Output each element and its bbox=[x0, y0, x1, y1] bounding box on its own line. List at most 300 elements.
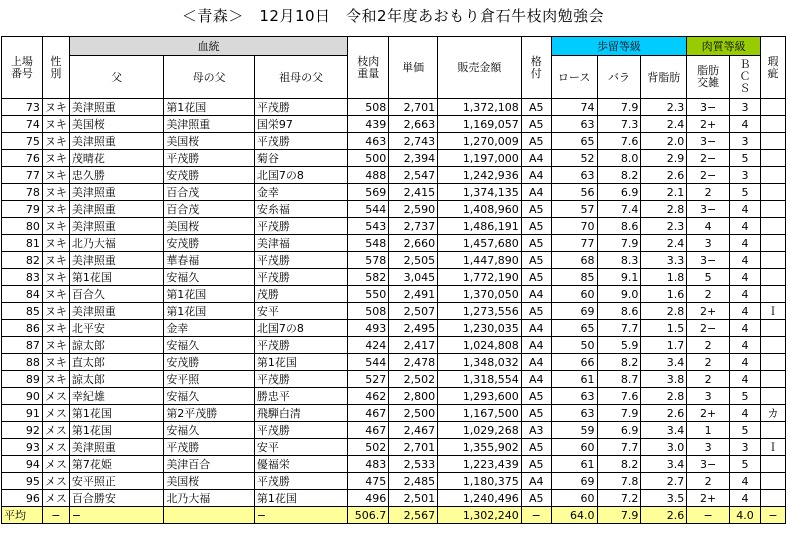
cell-back-fat: 3.8 bbox=[641, 371, 687, 388]
cell-defect bbox=[760, 490, 785, 507]
cell-sales-amount: 1,408,960 bbox=[438, 201, 522, 218]
cell-sales-amount: 1,348,032 bbox=[438, 354, 522, 371]
cell-lot-no: 90 bbox=[2, 388, 43, 405]
cell-mat-grandfather: 華春福 bbox=[164, 252, 255, 269]
cell-back-fat: 1.5 bbox=[641, 320, 687, 337]
cell-carcass-weight: 508 bbox=[348, 303, 389, 320]
cell-rib-eye: 60 bbox=[551, 490, 597, 507]
cell-sales-amount: 1,197,000 bbox=[438, 150, 522, 167]
cell-defect bbox=[760, 456, 785, 473]
cell-bms: 3 bbox=[687, 388, 730, 405]
cell-sex: メス bbox=[42, 490, 69, 507]
cell-rib-thickness: 6.9 bbox=[597, 422, 641, 439]
cell-sex: ヌキ bbox=[42, 235, 69, 252]
cell-rib-eye: 69 bbox=[551, 303, 597, 320]
cell-unit-price: 2,737 bbox=[389, 218, 438, 235]
cell-bcs: 5 bbox=[730, 388, 761, 405]
table-row bbox=[2, 456, 786, 473]
header-defect: 瑕疵 bbox=[760, 37, 785, 99]
cell-grade: A4 bbox=[521, 354, 551, 371]
cell-rib-eye: 57 bbox=[551, 201, 597, 218]
cell-father: 美津照重 bbox=[69, 303, 163, 320]
cell-rib-eye: 66 bbox=[551, 354, 597, 371]
cell-carcass-weight: 506.7 bbox=[348, 507, 389, 524]
cell-unit-price: 2,507 bbox=[389, 303, 438, 320]
cell-father: 北乃大福 bbox=[69, 235, 163, 252]
cell-bcs: 4 bbox=[730, 252, 761, 269]
cell-carcass-weight: 578 bbox=[348, 252, 389, 269]
cell-mat-great-grandfather: 平茂勝 bbox=[254, 218, 347, 235]
cell-defect bbox=[760, 388, 785, 405]
cell-lot-no: 83 bbox=[2, 269, 43, 286]
cell-back-fat: 2.6 bbox=[641, 507, 687, 524]
carcass-results-table bbox=[1, 36, 786, 524]
cell-sales-amount: 1,374,135 bbox=[438, 184, 522, 201]
cell-bms: 3− bbox=[687, 252, 730, 269]
table-row bbox=[2, 269, 786, 286]
cell-defect bbox=[760, 371, 785, 388]
cell-grade: A5 bbox=[521, 439, 551, 456]
cell-lot-no: 75 bbox=[2, 133, 43, 150]
cell-bms: 2 bbox=[687, 337, 730, 354]
cell-bcs: 4 bbox=[730, 286, 761, 303]
cell-sex: ヌキ bbox=[42, 116, 69, 133]
cell-rib-thickness: 8.2 bbox=[597, 167, 641, 184]
cell-father: 美津照重 bbox=[69, 252, 163, 269]
cell-unit-price: 2,505 bbox=[389, 252, 438, 269]
cell-lot-no: 91 bbox=[2, 405, 43, 422]
cell-mat-grandfather: 安茂勝 bbox=[164, 354, 255, 371]
cell-father: 美津照重 bbox=[69, 99, 163, 116]
cell-bms: 3− bbox=[687, 456, 730, 473]
cell-sales-amount: 1,169,057 bbox=[438, 116, 522, 133]
cell-rib-thickness: 7.7 bbox=[597, 320, 641, 337]
table-row bbox=[2, 371, 786, 388]
header-row-group bbox=[2, 37, 786, 56]
cell-grade: A5 bbox=[521, 218, 551, 235]
cell-bcs: 4 bbox=[730, 490, 761, 507]
cell-rib-eye: 63 bbox=[551, 405, 597, 422]
cell-rib-eye: 74 bbox=[551, 99, 597, 116]
cell-defect bbox=[760, 252, 785, 269]
cell-mat-grandfather: 第1花国 bbox=[164, 303, 255, 320]
cell-sales-amount: 1,318,554 bbox=[438, 371, 522, 388]
cell-rib-eye: 70 bbox=[551, 218, 597, 235]
cell-back-fat: 2.9 bbox=[641, 150, 687, 167]
cell-sales-amount: 1,029,268 bbox=[438, 422, 522, 439]
cell-rib-eye: 61 bbox=[551, 456, 597, 473]
cell-mat-great-grandfather: 平茂勝 bbox=[254, 422, 347, 439]
cell-sex: ヌキ bbox=[42, 150, 69, 167]
cell-defect bbox=[760, 235, 785, 252]
cell-bcs: 4 bbox=[730, 201, 761, 218]
cell-defect bbox=[760, 286, 785, 303]
header-sex: 性別 bbox=[42, 37, 69, 99]
cell-mat-great-grandfather: 平茂勝 bbox=[254, 133, 347, 150]
cell-sex: ヌキ bbox=[42, 337, 69, 354]
cell-mat-great-grandfather: 金幸 bbox=[254, 184, 347, 201]
cell-lot-no: 74 bbox=[2, 116, 43, 133]
cell-grade: A3 bbox=[521, 422, 551, 439]
cell-sales-amount: 1,242,936 bbox=[438, 167, 522, 184]
cell-sales-amount: 1,355,902 bbox=[438, 439, 522, 456]
cell-mat-grandfather: 安福久 bbox=[164, 422, 255, 439]
cell-back-fat: 3.4 bbox=[641, 354, 687, 371]
cell-lot-no: 93 bbox=[2, 439, 43, 456]
cell-grade: A5 bbox=[521, 235, 551, 252]
cell-defect bbox=[760, 184, 785, 201]
cell-unit-price: 2,501 bbox=[389, 490, 438, 507]
cell-bms: 1 bbox=[687, 422, 730, 439]
cell-bcs: 4 bbox=[730, 371, 761, 388]
cell-mat-great-grandfather: 安平 bbox=[254, 303, 347, 320]
cell-defect bbox=[760, 354, 785, 371]
cell-mat-grandfather: 安茂勝 bbox=[164, 167, 255, 184]
cell-carcass-weight: 439 bbox=[348, 116, 389, 133]
cell-rib-eye: 69 bbox=[551, 473, 597, 490]
table-row bbox=[2, 133, 786, 150]
cell-unit-price: 2,660 bbox=[389, 235, 438, 252]
cell-unit-price: 2,743 bbox=[389, 133, 438, 150]
cell-bcs: 4 bbox=[730, 269, 761, 286]
cell-carcass-weight: 424 bbox=[348, 337, 389, 354]
cell-father: 美国桜 bbox=[69, 116, 163, 133]
cell-rib-thickness: 7.9 bbox=[597, 405, 641, 422]
cell-defect: Ｉ bbox=[760, 439, 785, 456]
cell-back-fat: 2.8 bbox=[641, 201, 687, 218]
cell-lot-no: 81 bbox=[2, 235, 43, 252]
cell-mat-great-grandfather: 平茂勝 bbox=[254, 269, 347, 286]
cell-mat-great-grandfather: 安糸福 bbox=[254, 201, 347, 218]
table-row bbox=[2, 116, 786, 133]
cell-rib-eye: 63 bbox=[551, 388, 597, 405]
cell-sex: メス bbox=[42, 405, 69, 422]
cell-sex: ヌキ bbox=[42, 269, 69, 286]
cell-mat-great-grandfather: 平茂勝 bbox=[254, 337, 347, 354]
cell-sales-amount: 1,370,050 bbox=[438, 286, 522, 303]
cell-rib-thickness: 7.9 bbox=[597, 507, 641, 524]
cell-bcs: 3 bbox=[730, 99, 761, 116]
cell-lot-no: 88 bbox=[2, 354, 43, 371]
cell-bcs: 3 bbox=[730, 133, 761, 150]
cell-defect bbox=[760, 167, 785, 184]
cell-back-fat: 2.6 bbox=[641, 167, 687, 184]
table-row bbox=[2, 354, 786, 371]
cell-mat-grandfather: 百合茂 bbox=[164, 201, 255, 218]
cell-unit-price: 2,500 bbox=[389, 405, 438, 422]
cell-bms: 2 bbox=[687, 371, 730, 388]
cell-unit-price: 2,567 bbox=[389, 507, 438, 524]
cell-bms: 4 bbox=[687, 218, 730, 235]
cell-mat-great-grandfather: 北国7の8 bbox=[254, 167, 347, 184]
cell-sales-amount: 1,223,439 bbox=[438, 456, 522, 473]
cell-grade: A4 bbox=[521, 473, 551, 490]
cell-sex: メス bbox=[42, 439, 69, 456]
cell-defect bbox=[760, 133, 785, 150]
cell-rib-eye: 64.0 bbox=[551, 507, 597, 524]
header-sales-amount: 販売金額 bbox=[438, 37, 522, 99]
cell-bms: 2− bbox=[687, 320, 730, 337]
cell-rib-eye: 63 bbox=[551, 167, 597, 184]
cell-lot-no: 78 bbox=[2, 184, 43, 201]
cell-sex: メス bbox=[42, 388, 69, 405]
cell-rib-thickness: 7.9 bbox=[597, 235, 641, 252]
cell-rib-eye: 59 bbox=[551, 422, 597, 439]
table-row bbox=[2, 439, 786, 456]
cell-grade: A4 bbox=[521, 286, 551, 303]
cell-carcass-weight: 493 bbox=[348, 320, 389, 337]
cell-carcass-weight: 550 bbox=[348, 286, 389, 303]
cell-back-fat: 3.4 bbox=[641, 456, 687, 473]
cell-bms: 5 bbox=[687, 269, 730, 286]
cell-father: 幸紀雄 bbox=[69, 388, 163, 405]
cell-carcass-weight: 527 bbox=[348, 371, 389, 388]
cell-bcs: 5 bbox=[730, 150, 761, 167]
cell-mat-grandfather: 美国桜 bbox=[164, 473, 255, 490]
cell-mat-grandfather: 第1花国 bbox=[164, 286, 255, 303]
cell-grade: A4 bbox=[521, 150, 551, 167]
cell-grade: A5 bbox=[521, 252, 551, 269]
cell-bcs: 4 bbox=[730, 320, 761, 337]
cell-lot-no: 95 bbox=[2, 473, 43, 490]
cell-sex: ヌキ bbox=[42, 252, 69, 269]
cell-unit-price: 2,800 bbox=[389, 388, 438, 405]
cell-grade: A4 bbox=[521, 184, 551, 201]
cell-rib-eye: 85 bbox=[551, 269, 597, 286]
cell-rib-thickness: 8.7 bbox=[597, 371, 641, 388]
cell-mat-grandfather: 第2平茂勝 bbox=[164, 405, 255, 422]
table-row bbox=[2, 99, 786, 116]
cell-sex: ヌキ bbox=[42, 320, 69, 337]
cell-back-fat: 2.6 bbox=[641, 405, 687, 422]
cell-father: 諒太郎 bbox=[69, 337, 163, 354]
cell-father: 忠久勝 bbox=[69, 167, 163, 184]
cell-carcass-weight: 544 bbox=[348, 354, 389, 371]
cell-mat-great-grandfather: 菊谷 bbox=[254, 150, 347, 167]
cell-carcass-weight: 488 bbox=[348, 167, 389, 184]
cell-mat-great-grandfather: 国栄97 bbox=[254, 116, 347, 133]
table-row bbox=[2, 405, 786, 422]
table-row bbox=[2, 235, 786, 252]
cell-rib-thickness: 8.2 bbox=[597, 354, 641, 371]
cell-rib-eye: 68 bbox=[551, 252, 597, 269]
cell-unit-price: 2,394 bbox=[389, 150, 438, 167]
header-yield-grade: 歩留等級 bbox=[551, 37, 687, 56]
cell-back-fat: 3.3 bbox=[641, 252, 687, 269]
cell-unit-price: 2,502 bbox=[389, 371, 438, 388]
table-row bbox=[2, 286, 786, 303]
cell-unit-price: 2,491 bbox=[389, 286, 438, 303]
table-row bbox=[2, 150, 786, 167]
cell-rib-eye: 50 bbox=[551, 337, 597, 354]
header-grade: 格付 bbox=[521, 37, 551, 99]
cell-mat-grandfather: 百合茂 bbox=[164, 184, 255, 201]
cell-defect bbox=[760, 218, 785, 235]
cell-bms: 3 bbox=[687, 439, 730, 456]
cell-sales-amount: 1,772,190 bbox=[438, 269, 522, 286]
cell-bcs: 4.0 bbox=[730, 507, 761, 524]
cell-back-fat: 2.4 bbox=[641, 116, 687, 133]
cell-defect: Ｉ bbox=[760, 303, 785, 320]
cell-back-fat: 1.7 bbox=[641, 337, 687, 354]
cell-father: 美津照重 bbox=[69, 439, 163, 456]
cell-sex: ヌキ bbox=[42, 354, 69, 371]
cell-mat-great-grandfather: − bbox=[254, 507, 347, 524]
header-mat-grandfather: 母の父 bbox=[164, 56, 255, 99]
page-title: ＜青森＞ 12月10日 令和2年度あおもり倉石牛枝肉勉強会 bbox=[181, 7, 605, 25]
cell-bcs: 4 bbox=[730, 235, 761, 252]
cell-bcs: 4 bbox=[730, 337, 761, 354]
cell-carcass-weight: 508 bbox=[348, 99, 389, 116]
cell-rib-eye: 60 bbox=[551, 439, 597, 456]
cell-unit-price: 2,590 bbox=[389, 201, 438, 218]
table-row bbox=[2, 490, 786, 507]
cell-bcs: 4 bbox=[730, 218, 761, 235]
cell-lot-no: 92 bbox=[2, 422, 43, 439]
cell-rib-thickness: 7.4 bbox=[597, 201, 641, 218]
cell-bcs: 5 bbox=[730, 456, 761, 473]
cell-back-fat: 3.4 bbox=[641, 422, 687, 439]
cell-back-fat: 3.0 bbox=[641, 439, 687, 456]
cell-bms: 3 bbox=[687, 235, 730, 252]
cell-father: 第1花国 bbox=[69, 405, 163, 422]
cell-sex: ヌキ bbox=[42, 201, 69, 218]
cell-mat-grandfather: 平茂勝 bbox=[164, 439, 255, 456]
header-unit-price: 単価 bbox=[389, 37, 438, 99]
cell-unit-price: 2,415 bbox=[389, 184, 438, 201]
cell-unit-price: 2,495 bbox=[389, 320, 438, 337]
cell-rib-thickness: 8.6 bbox=[597, 218, 641, 235]
cell-rib-thickness: 7.6 bbox=[597, 388, 641, 405]
header-rib-thickness: バラ bbox=[597, 56, 641, 99]
cell-bms: − bbox=[687, 507, 730, 524]
cell-sex: ヌキ bbox=[42, 133, 69, 150]
cell-unit-price: 3,045 bbox=[389, 269, 438, 286]
table-row bbox=[2, 201, 786, 218]
cell-carcass-weight: 582 bbox=[348, 269, 389, 286]
cell-rib-eye: 65 bbox=[551, 133, 597, 150]
header-rib-eye: ロース bbox=[551, 56, 597, 99]
cell-sales-amount: 1,167,500 bbox=[438, 405, 522, 422]
cell-sales-amount: 1,293,600 bbox=[438, 388, 522, 405]
table-row bbox=[2, 303, 786, 320]
cell-rib-eye: 60 bbox=[551, 286, 597, 303]
cell-sales-amount: 1,270,009 bbox=[438, 133, 522, 150]
cell-rib-thickness: 7.3 bbox=[597, 116, 641, 133]
cell-carcass-weight: 544 bbox=[348, 201, 389, 218]
cell-back-fat: 2.3 bbox=[641, 99, 687, 116]
cell-rib-thickness: 7.8 bbox=[597, 473, 641, 490]
cell-mat-grandfather: 美津百合 bbox=[164, 456, 255, 473]
cell-lot-no: 平均 bbox=[2, 507, 43, 524]
cell-mat-grandfather: 金幸 bbox=[164, 320, 255, 337]
cell-sex: ヌキ bbox=[42, 218, 69, 235]
header-lot-no: 上場番号 bbox=[2, 37, 43, 99]
cell-lot-no: 94 bbox=[2, 456, 43, 473]
cell-mat-grandfather bbox=[164, 507, 255, 524]
cell-rib-thickness: 7.2 bbox=[597, 490, 641, 507]
cell-bcs: 4 bbox=[730, 473, 761, 490]
cell-mat-grandfather: 安茂勝 bbox=[164, 235, 255, 252]
cell-lot-no: 82 bbox=[2, 252, 43, 269]
cell-carcass-weight: 467 bbox=[348, 405, 389, 422]
cell-mat-great-grandfather: 安平 bbox=[254, 439, 347, 456]
cell-bms: 2 bbox=[687, 184, 730, 201]
cell-father: 美津照重 bbox=[69, 218, 163, 235]
cell-lot-no: 80 bbox=[2, 218, 43, 235]
table-row bbox=[2, 184, 786, 201]
cell-sales-amount: 1,273,556 bbox=[438, 303, 522, 320]
cell-lot-no: 77 bbox=[2, 167, 43, 184]
cell-grade: A5 bbox=[521, 201, 551, 218]
cell-rib-thickness: 8.2 bbox=[597, 456, 641, 473]
cell-bms: 2− bbox=[687, 150, 730, 167]
cell-mat-great-grandfather: 美津福 bbox=[254, 235, 347, 252]
header-bms: 脂肪交雑 bbox=[687, 56, 730, 99]
cell-sales-amount: 1,240,496 bbox=[438, 490, 522, 507]
table-row bbox=[2, 388, 786, 405]
table-row bbox=[2, 218, 786, 235]
cell-grade: A4 bbox=[521, 371, 551, 388]
cell-mat-grandfather: 安福久 bbox=[164, 337, 255, 354]
cell-father: 茂晴花 bbox=[69, 150, 163, 167]
cell-bms: 3− bbox=[687, 133, 730, 150]
cell-rib-thickness: 8.0 bbox=[597, 150, 641, 167]
cell-back-fat: 1.8 bbox=[641, 269, 687, 286]
cell-defect bbox=[760, 150, 785, 167]
header-carcass-weight: 枝肉重量 bbox=[348, 37, 389, 99]
cell-rib-eye: 63 bbox=[551, 116, 597, 133]
cell-grade: A5 bbox=[521, 133, 551, 150]
cell-mat-great-grandfather: 平茂勝 bbox=[254, 473, 347, 490]
cell-bcs: 4 bbox=[730, 303, 761, 320]
cell-rib-thickness: 8.3 bbox=[597, 252, 641, 269]
cell-sales-amount: 1,230,035 bbox=[438, 320, 522, 337]
cell-mat-grandfather: 美国桜 bbox=[164, 133, 255, 150]
cell-bms: 2+ bbox=[687, 303, 730, 320]
cell-bms: 2+ bbox=[687, 490, 730, 507]
header-bcs: ＢＣＳ bbox=[730, 56, 761, 99]
cell-father: 第1花国 bbox=[69, 269, 163, 286]
cell-mat-great-grandfather: 平茂勝 bbox=[254, 99, 347, 116]
cell-bcs: 3 bbox=[730, 439, 761, 456]
cell-mat-great-grandfather: 平茂勝 bbox=[254, 252, 347, 269]
cell-unit-price: 2,547 bbox=[389, 167, 438, 184]
cell-grade: A4 bbox=[521, 320, 551, 337]
cell-lot-no: 85 bbox=[2, 303, 43, 320]
header-lineage: 血統 bbox=[69, 37, 347, 56]
cell-mat-grandfather: 美津照重 bbox=[164, 116, 255, 133]
cell-rib-thickness: 5.9 bbox=[597, 337, 641, 354]
cell-sales-amount: 1,372,108 bbox=[438, 99, 522, 116]
cell-back-fat: 2.4 bbox=[641, 235, 687, 252]
cell-mat-grandfather: 北乃大福 bbox=[164, 490, 255, 507]
cell-father: 第1花国 bbox=[69, 422, 163, 439]
cell-carcass-weight: 548 bbox=[348, 235, 389, 252]
cell-defect bbox=[760, 320, 785, 337]
cell-bms: 2 bbox=[687, 354, 730, 371]
cell-bms: 2 bbox=[687, 286, 730, 303]
cell-lot-no: 73 bbox=[2, 99, 43, 116]
cell-unit-price: 2,417 bbox=[389, 337, 438, 354]
cell-lot-no: 79 bbox=[2, 201, 43, 218]
cell-sex: ヌキ bbox=[42, 99, 69, 116]
cell-bms: 3− bbox=[687, 99, 730, 116]
cell-sex: ヌキ bbox=[42, 184, 69, 201]
cell-sex: メス bbox=[42, 422, 69, 439]
cell-defect: カ bbox=[760, 405, 785, 422]
cell-mat-grandfather: 安福久 bbox=[164, 269, 255, 286]
